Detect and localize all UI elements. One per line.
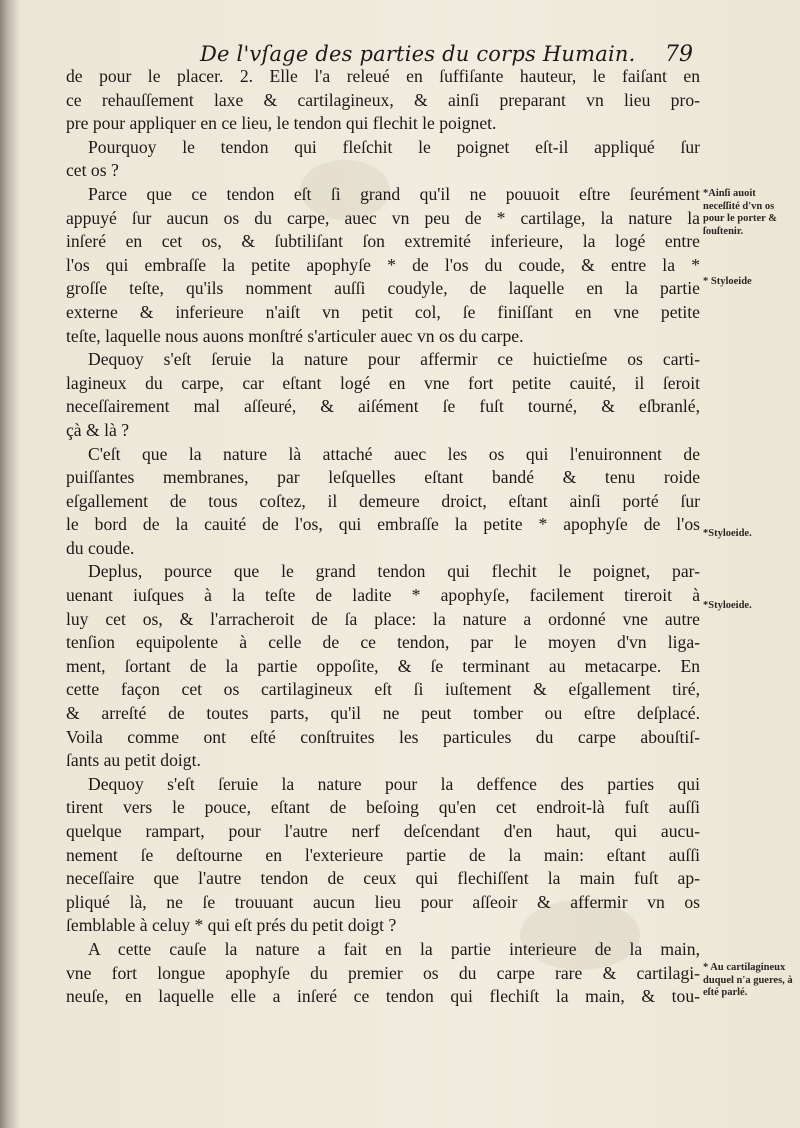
text-line: cet os ? [66,160,119,181]
margin-note: * Au cartilagineux duquel n'a gueres, à eſté parlé. [703,962,793,998]
text-line: teſte, laquelle nous auons monſtré s'articuler auec vn os du carpe. [66,325,524,346]
text-line: quelque rampart, pour l'autre nerf deſcendant d'en haut, qui aucu- [66,821,700,841]
text-line: nement ſe deſtourne en l'exterieure partie de la main: eſtant auſſi [66,844,700,865]
text-line: le bord de la cauité de l'os, qui embraſſe la petite * apophyſe de l'os [66,514,700,535]
margin-note: *Styloeide. [703,528,752,539]
margin-note: *Styloeide. [703,600,752,611]
page-number: 79 [665,42,693,67]
text-line: Dequoy s'eſt ſeruie la nature pour la deffence des parties qui [88,773,700,794]
text-line: lagineux du carpe, car eſtant logé en vne fort petite cauité, il ſeroit [66,372,700,393]
text-line: pre pour appliquer en ce lieu, le tendon qui flechit le poignet. [66,113,497,134]
text-line: ment, ſortant de la partie oppoſite, & ſe terminant au metacarpe. En [66,655,700,676]
text-line: C'eſt que la nature là attaché auec les os qui l'enuironnent de [88,443,700,464]
text-line: Parce que ce tendon eſt ſi grand qu'il ne pouuoit eſtre ſeurément [88,183,700,204]
running-title: De l'vſage des parties du corps Humain. [200,42,636,66]
text-line: pliqué là, ne ſe trouuant aucun lieu pour aſſeoir & affermir vn os [66,891,700,912]
text-line: Pourquoy le tendon qui fleſchit le poignet eſt-il appliqué ſur [88,136,700,157]
text-line: vne fort longue apophyſe du premier os du carpe rare & cartilagi- [66,962,700,983]
text-line: çà & là ? [66,419,130,440]
text-line: Deplus, pource que le grand tendon qui flechit le poignet, par- [88,561,700,582]
body-text [66,65,700,1009]
text-line: externe & inferieure n'aiſt vn petit col, ſe finiſſant en vne petite [66,301,700,322]
text-line: neuſe, en laquelle elle a inſeré ce tendon qui flechiſt la main, & tou- [66,986,700,1007]
text-line: inſeré en cet os, & ſubtiliſant ſon extremité inferieure, la logé entre [66,231,700,252]
text-line: luy cet os, & l'arracheroit de ſa place: la nature a ordonné vne autre [66,608,700,629]
text-line: du coude. [66,537,135,558]
text-line: neceſſaire que l'autre tendon de ceux qui flechiſſent la main fuſt ap- [66,868,700,889]
margin-note: * Styloeide [703,276,752,287]
text-line: Voila comme ont eſté conſtruites les particules du carpe abouſtiſ- [66,726,700,747]
text-line: A cette cauſe la nature a fait en la partie interieure de la main, [88,938,700,959]
text-line: cette façon cet os cartilagineux eſt ſi iuſtement & eſgallement tiré, [66,679,700,700]
text-line: l'os qui embraſſe la petite apophyſe * de l'os du coude, & entre la * [66,254,700,275]
text-line: Dequoy s'eſt ſeruie la nature pour affermir ce huictieſme os carti- [88,349,700,370]
text-line: puiſſantes membranes, par leſquelles eſtant bandé & tenu roide [66,467,700,488]
text-line: uenant iuſques à la teſte de ladite * apophyſe, facilement tireroit à [66,585,700,606]
text-line: ſemblable à celuy * qui eſt prés du petit doigt ? [66,915,397,936]
text-line: & arreſté de toutes parts, qu'il ne peut tomber ou eſtre deſplacé. [66,703,700,724]
text-line: eſgallement de tous coſtez, il demeure droict, eſtant ainſi porté ſur [66,490,700,511]
text-line: tirent vers le pouce, eſtant de beſoing qu'en cet endroit-là fuſt auſſi [66,797,700,818]
text-line: neceſſairement mal aſſeuré, & aiſément ſe fuſt tourné, & eſbranlé, [66,396,700,417]
margin-note: *Ainſi auoit neceſſité d'vn os pour le porter & ſouſtenir. [703,188,777,237]
text-line: tenſion equipolente à celle de ce tendon, par le moyen d'vn liga- [66,632,700,653]
text-line: de pour le placer. 2. Elle l'a releué en ſuffiſante hauteur, le faiſant en [66,66,700,86]
text-line: groſſe teſte, qu'ils nomment auſſi coudyle, de laquelle en la partie [66,278,700,299]
text-line: ſants au petit doigt. [66,750,201,771]
text-line: ce rehauſſement laxe & cartilagineux, & ainſi preparant vn lieu pro- [66,89,700,110]
text-line: appuyé ſur aucun os du carpe, auec vn peu de * cartilage, la nature la [66,207,700,228]
